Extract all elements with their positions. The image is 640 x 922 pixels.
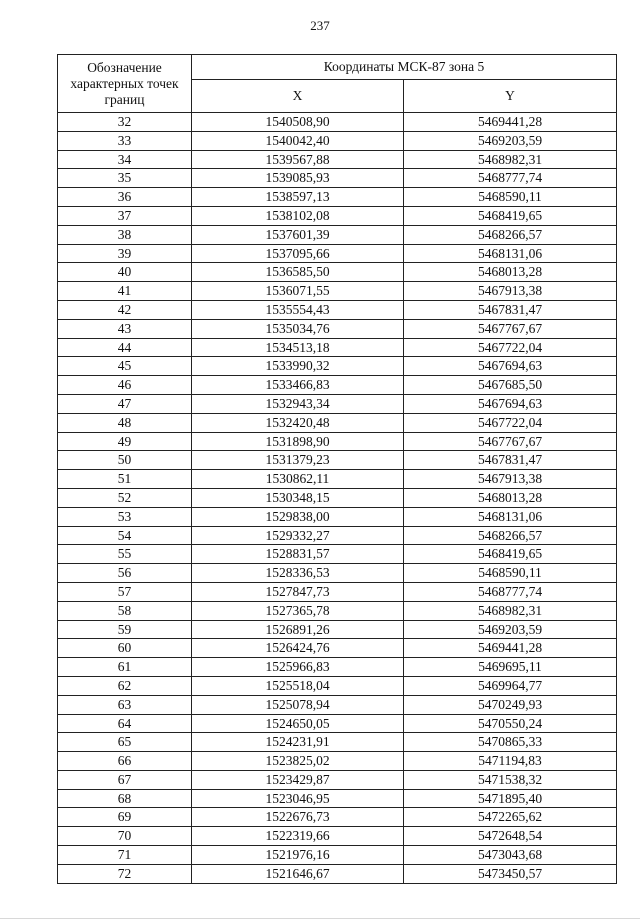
table-row — [58, 752, 617, 771]
table-row — [58, 846, 617, 865]
point-number-cell: 33 — [58, 131, 192, 150]
table-row — [58, 169, 617, 188]
point-number-cell: 39 — [58, 244, 192, 263]
y-coordinate-cell: 5469964,77 — [404, 676, 617, 695]
table-row — [58, 394, 617, 413]
y-coordinate-cell: 5467913,38 — [404, 282, 617, 301]
y-coordinate-cell: 5470865,33 — [404, 733, 617, 752]
y-coordinate-cell: 5471895,40 — [404, 789, 617, 808]
page-bottom-rule — [0, 918, 640, 919]
table-row — [58, 676, 617, 695]
point-number-cell: 50 — [58, 451, 192, 470]
table-row — [58, 225, 617, 244]
table-row — [58, 282, 617, 301]
x-coordinate-cell: 1532943,34 — [192, 394, 404, 413]
y-column-header: Y — [404, 80, 617, 113]
y-coordinate-cell: 5468590,11 — [404, 188, 617, 207]
y-coordinate-cell: 5467913,38 — [404, 470, 617, 489]
point-number-cell: 60 — [58, 639, 192, 658]
y-coordinate-cell: 5469695,11 — [404, 658, 617, 677]
x-coordinate-cell: 1538102,08 — [192, 206, 404, 225]
y-coordinate-cell: 5468590,11 — [404, 564, 617, 583]
table-row — [58, 639, 617, 658]
y-coordinate-cell: 5467685,50 — [404, 376, 617, 395]
point-number-cell: 42 — [58, 300, 192, 319]
x-coordinate-cell: 1530348,15 — [192, 488, 404, 507]
y-coordinate-cell: 5468777,74 — [404, 169, 617, 188]
y-coordinate-cell: 5468131,06 — [404, 507, 617, 526]
x-coordinate-cell: 1535034,76 — [192, 319, 404, 338]
x-coordinate-cell: 1528336,53 — [192, 564, 404, 583]
y-coordinate-cell: 5467722,04 — [404, 413, 617, 432]
table-row — [58, 244, 617, 263]
x-coordinate-cell: 1526891,26 — [192, 620, 404, 639]
x-coordinate-cell: 1522676,73 — [192, 808, 404, 827]
table-header — [58, 55, 617, 113]
x-coordinate-cell: 1528831,57 — [192, 545, 404, 564]
table-row — [58, 564, 617, 583]
point-number-cell: 37 — [58, 206, 192, 225]
point-number-cell: 48 — [58, 413, 192, 432]
table-row — [58, 338, 617, 357]
table-row — [58, 526, 617, 545]
point-number-cell: 43 — [58, 319, 192, 338]
point-number-cell: 44 — [58, 338, 192, 357]
x-coordinate-cell: 1529332,27 — [192, 526, 404, 545]
x-coordinate-cell: 1530862,11 — [192, 470, 404, 489]
point-number-cell: 63 — [58, 695, 192, 714]
y-coordinate-cell: 5473450,57 — [404, 864, 617, 883]
x-coordinate-cell: 1521976,16 — [192, 846, 404, 865]
x-coordinate-cell: 1538597,13 — [192, 188, 404, 207]
point-number-cell: 38 — [58, 225, 192, 244]
table-row — [58, 206, 617, 225]
point-number-cell: 41 — [58, 282, 192, 301]
coordinates-table — [57, 54, 617, 884]
y-coordinate-cell: 5468419,65 — [404, 545, 617, 564]
point-number-cell: 64 — [58, 714, 192, 733]
x-coordinate-cell: 1526424,76 — [192, 639, 404, 658]
x-coordinate-cell: 1521646,67 — [192, 864, 404, 883]
x-coordinate-cell: 1537601,39 — [192, 225, 404, 244]
table-row — [58, 188, 617, 207]
x-coordinate-cell: 1539567,88 — [192, 150, 404, 169]
x-coordinate-cell: 1536585,50 — [192, 263, 404, 282]
y-coordinate-cell: 5469203,59 — [404, 620, 617, 639]
point-number-cell: 68 — [58, 789, 192, 808]
point-number-cell: 54 — [58, 526, 192, 545]
y-coordinate-cell: 5467722,04 — [404, 338, 617, 357]
table-row — [58, 357, 617, 376]
point-number-cell: 32 — [58, 113, 192, 132]
y-coordinate-cell: 5468266,57 — [404, 526, 617, 545]
point-number-cell: 65 — [58, 733, 192, 752]
y-coordinate-cell: 5470249,93 — [404, 695, 617, 714]
x-coordinate-cell: 1523825,02 — [192, 752, 404, 771]
point-number-cell: 71 — [58, 846, 192, 865]
table-row — [58, 451, 617, 470]
y-coordinate-cell: 5468982,31 — [404, 150, 617, 169]
y-coordinate-cell: 5468013,28 — [404, 488, 617, 507]
x-coordinate-cell: 1539085,93 — [192, 169, 404, 188]
y-coordinate-cell: 5472648,54 — [404, 827, 617, 846]
x-coordinate-cell: 1523429,87 — [192, 770, 404, 789]
y-coordinate-cell: 5468419,65 — [404, 206, 617, 225]
x-coordinate-cell: 1540508,90 — [192, 113, 404, 132]
y-coordinate-cell: 5473043,68 — [404, 846, 617, 865]
point-number-cell: 52 — [58, 488, 192, 507]
table-row — [58, 545, 617, 564]
table-body — [58, 113, 617, 884]
point-number-cell: 35 — [58, 169, 192, 188]
table-row — [58, 300, 617, 319]
y-coordinate-cell: 5468777,74 — [404, 582, 617, 601]
x-coordinate-cell: 1533990,32 — [192, 357, 404, 376]
y-coordinate-cell: 5468266,57 — [404, 225, 617, 244]
x-coordinate-cell: 1532420,48 — [192, 413, 404, 432]
y-coordinate-cell: 5469441,28 — [404, 639, 617, 658]
y-coordinate-cell: 5469441,28 — [404, 113, 617, 132]
point-number-cell: 67 — [58, 770, 192, 789]
point-number-cell: 34 — [58, 150, 192, 169]
table-row — [58, 432, 617, 451]
x-coordinate-cell: 1527365,78 — [192, 601, 404, 620]
table-row — [58, 620, 617, 639]
table-row — [58, 319, 617, 338]
point-number-cell: 61 — [58, 658, 192, 677]
table-row — [58, 582, 617, 601]
point-number-cell: 47 — [58, 394, 192, 413]
x-coordinate-cell: 1533466,83 — [192, 376, 404, 395]
point-number-cell: 62 — [58, 676, 192, 695]
x-coordinate-cell: 1529838,00 — [192, 507, 404, 526]
table-row — [58, 376, 617, 395]
table-row — [58, 113, 617, 132]
point-number-cell: 49 — [58, 432, 192, 451]
point-number-cell: 40 — [58, 263, 192, 282]
x-coordinate-cell: 1540042,40 — [192, 131, 404, 150]
table-row — [58, 507, 617, 526]
table-row — [58, 601, 617, 620]
x-coordinate-cell: 1525966,83 — [192, 658, 404, 677]
x-coordinate-cell: 1524650,05 — [192, 714, 404, 733]
page-number: 237 — [310, 18, 330, 33]
x-coordinate-cell: 1523046,95 — [192, 789, 404, 808]
y-coordinate-cell: 5469203,59 — [404, 131, 617, 150]
point-number-cell: 55 — [58, 545, 192, 564]
x-coordinate-cell: 1537095,66 — [192, 244, 404, 263]
table-row — [58, 789, 617, 808]
table-row — [58, 150, 617, 169]
x-coordinate-cell: 1536071,55 — [192, 282, 404, 301]
x-coordinate-cell: 1527847,73 — [192, 582, 404, 601]
point-number-cell: 36 — [58, 188, 192, 207]
point-number-cell: 66 — [58, 752, 192, 771]
point-number-cell: 46 — [58, 376, 192, 395]
x-coordinate-cell: 1524231,91 — [192, 733, 404, 752]
table-row — [58, 470, 617, 489]
x-coordinate-cell: 1525078,94 — [192, 695, 404, 714]
y-coordinate-cell: 5472265,62 — [404, 808, 617, 827]
table-row — [58, 733, 617, 752]
point-number-cell: 56 — [58, 564, 192, 583]
table-row — [58, 770, 617, 789]
y-coordinate-cell: 5467694,63 — [404, 394, 617, 413]
y-coordinate-cell: 5467767,67 — [404, 319, 617, 338]
coordinate-system-header: Координаты МСК-87 зона 5 — [192, 55, 617, 80]
y-coordinate-cell: 5471538,32 — [404, 770, 617, 789]
point-number-cell: 59 — [58, 620, 192, 639]
x-column-header: X — [192, 80, 404, 113]
table-row — [58, 413, 617, 432]
table-row — [58, 808, 617, 827]
point-number-cell: 45 — [58, 357, 192, 376]
x-coordinate-cell: 1531379,23 — [192, 451, 404, 470]
table-row — [58, 714, 617, 733]
point-label-header: Обозначение характерных точек границ — [58, 55, 192, 113]
y-coordinate-cell: 5470550,24 — [404, 714, 617, 733]
x-coordinate-cell: 1534513,18 — [192, 338, 404, 357]
y-coordinate-cell: 5471194,83 — [404, 752, 617, 771]
y-coordinate-cell: 5468131,06 — [404, 244, 617, 263]
table-row — [58, 827, 617, 846]
point-number-cell: 58 — [58, 601, 192, 620]
table-row — [58, 864, 617, 883]
point-number-cell: 69 — [58, 808, 192, 827]
point-number-cell: 53 — [58, 507, 192, 526]
y-coordinate-cell: 5467831,47 — [404, 300, 617, 319]
point-number-cell: 72 — [58, 864, 192, 883]
table-row — [58, 131, 617, 150]
table-row — [58, 263, 617, 282]
y-coordinate-cell: 5467767,67 — [404, 432, 617, 451]
x-coordinate-cell: 1525518,04 — [192, 676, 404, 695]
x-coordinate-cell: 1531898,90 — [192, 432, 404, 451]
x-coordinate-cell: 1522319,66 — [192, 827, 404, 846]
table-row — [58, 488, 617, 507]
y-coordinate-cell: 5468982,31 — [404, 601, 617, 620]
y-coordinate-cell: 5468013,28 — [404, 263, 617, 282]
table-row — [58, 695, 617, 714]
point-number-cell: 51 — [58, 470, 192, 489]
y-coordinate-cell: 5467831,47 — [404, 451, 617, 470]
point-number-cell: 70 — [58, 827, 192, 846]
table-row — [58, 658, 617, 677]
x-coordinate-cell: 1535554,43 — [192, 300, 404, 319]
point-number-cell: 57 — [58, 582, 192, 601]
y-coordinate-cell: 5467694,63 — [404, 357, 617, 376]
